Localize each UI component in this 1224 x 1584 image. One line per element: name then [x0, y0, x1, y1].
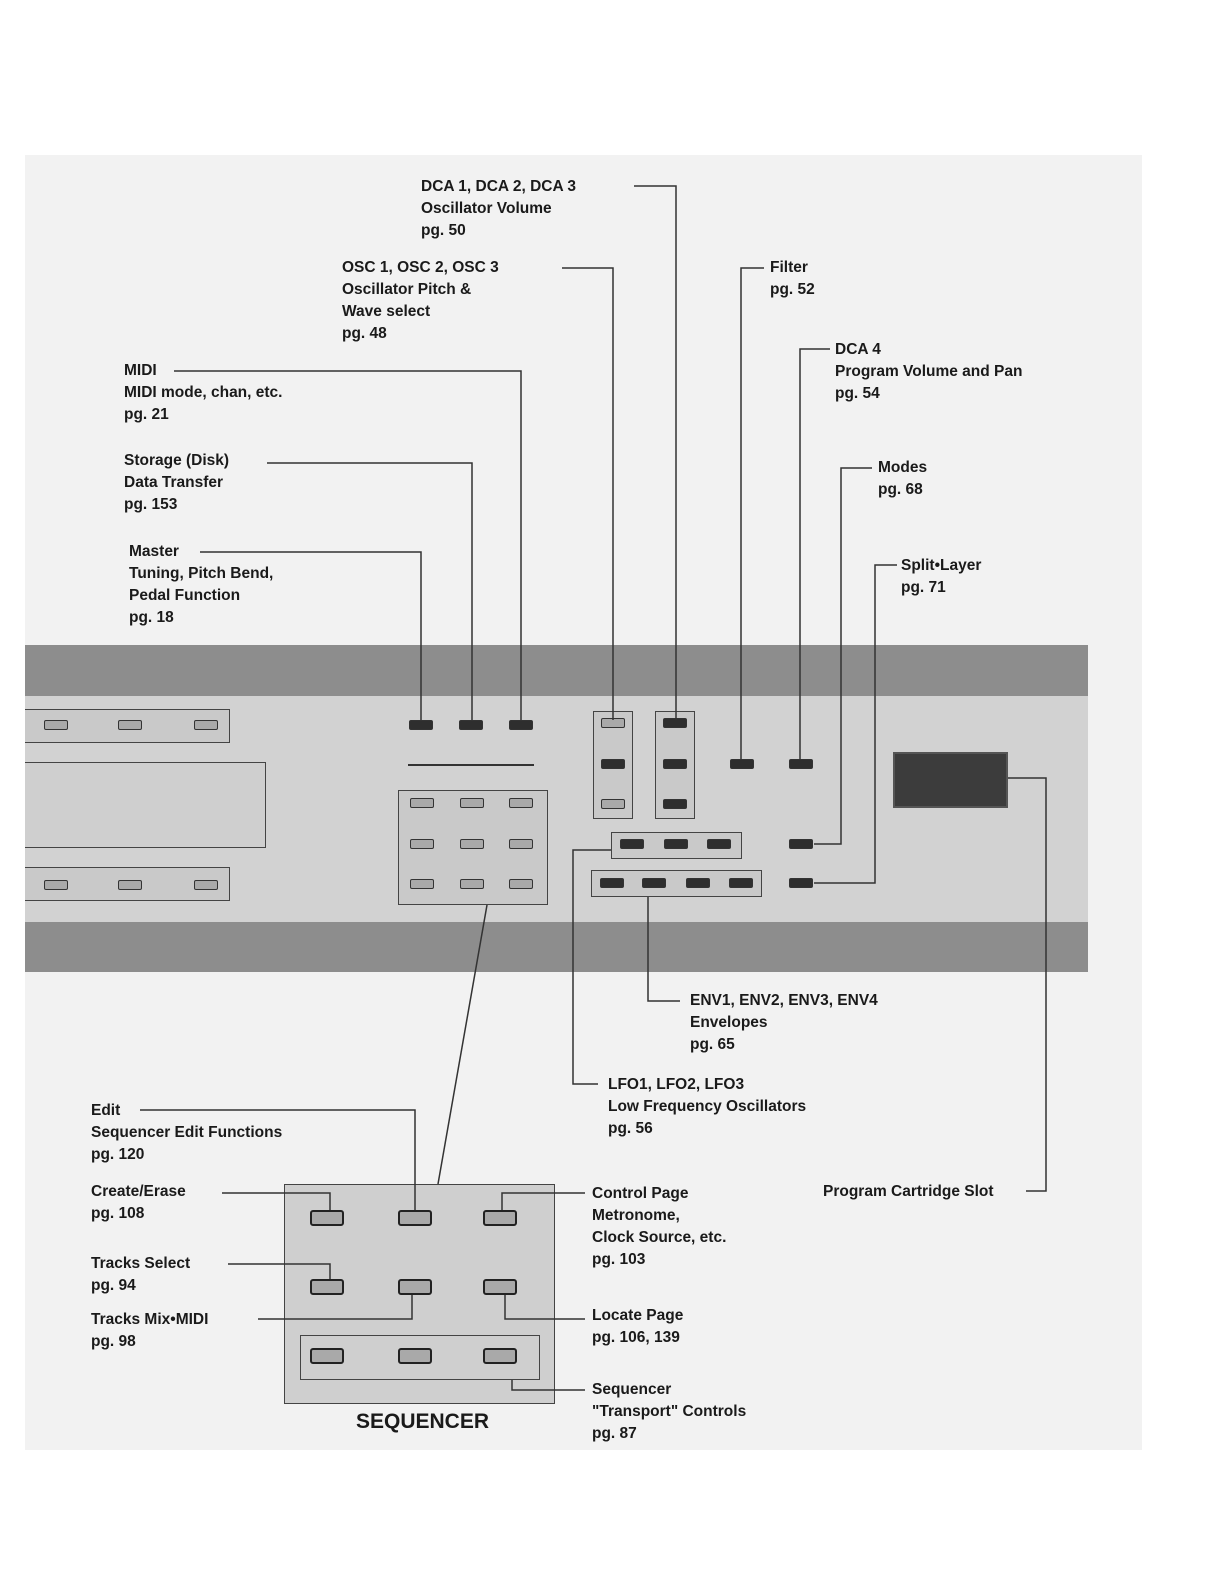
label-title: LFO1, LFO2, LFO3 — [608, 1076, 745, 1093]
label-transport — [592, 1379, 746, 1445]
label-title: Sequencer — [592, 1381, 672, 1398]
label-page: pg. 65 — [690, 1036, 735, 1053]
label-modes — [878, 457, 927, 501]
leader-panel-to-seq — [438, 905, 487, 1184]
label-desc: Data Transfer — [124, 474, 224, 491]
label-desc: Pedal Function — [129, 587, 241, 604]
label-cartridge — [823, 1181, 994, 1203]
label-page: pg. 52 — [770, 281, 815, 298]
label-desc: Low Frequency Oscillators — [608, 1098, 807, 1115]
label-osc123 — [342, 257, 499, 345]
leader-cartridge — [1008, 778, 1046, 1191]
label-control-page — [592, 1183, 726, 1271]
label-page: pg. 21 — [124, 406, 169, 423]
label-page: pg. 18 — [129, 609, 174, 626]
label-page: pg. 103 — [592, 1251, 646, 1268]
label-create-erase — [91, 1181, 186, 1225]
label-page: pg. 71 — [901, 579, 946, 596]
label-desc: Envelopes — [690, 1014, 768, 1031]
label-title: Create/Erase — [91, 1183, 186, 1200]
leader-dca123 — [634, 186, 676, 720]
label-title: ENV1, ENV2, ENV3, ENV4 — [690, 992, 878, 1009]
label-lfo — [608, 1074, 806, 1140]
label-filter — [770, 257, 815, 301]
label-title: Master — [129, 543, 179, 560]
leader-create — [222, 1193, 330, 1210]
label-page: pg. 68 — [878, 481, 923, 498]
label-title: Split•Layer — [901, 557, 982, 574]
leader-tracks-select — [228, 1264, 330, 1279]
label-desc: Wave select — [342, 303, 431, 320]
label-tracks-select — [91, 1253, 190, 1297]
label-desc: Metronome, — [592, 1207, 680, 1224]
leader-osc123 — [562, 268, 613, 720]
label-desc: Program Volume and Pan — [835, 363, 1023, 380]
leader-tracks-mix — [258, 1295, 412, 1319]
label-page: pg. 94 — [91, 1277, 136, 1294]
leader-control — [502, 1193, 585, 1210]
label-title: Tracks Mix•MIDI — [91, 1311, 209, 1328]
label-title: Modes — [878, 459, 928, 476]
label-env — [690, 990, 878, 1056]
label-page: pg. 56 — [608, 1120, 653, 1137]
label-page: pg. 108 — [91, 1205, 145, 1222]
label-page: pg. 87 — [592, 1425, 637, 1442]
label-page: pg. 50 — [421, 222, 466, 239]
label-page: pg. 106, 139 — [592, 1329, 680, 1346]
label-title: Locate Page — [592, 1307, 684, 1324]
label-desc: Oscillator Pitch & — [342, 281, 472, 298]
label-title: Control Page — [592, 1185, 689, 1202]
leader-filter — [741, 268, 764, 760]
label-tracks-mix — [91, 1309, 208, 1353]
leader-split — [814, 565, 897, 883]
leader-modes — [814, 468, 872, 844]
label-split-layer — [901, 555, 981, 599]
label-locate — [592, 1305, 683, 1349]
label-page: pg. 48 — [342, 325, 387, 342]
leader-locate — [505, 1295, 585, 1319]
leader-transport — [512, 1380, 585, 1390]
label-dca123 — [421, 176, 576, 242]
label-desc: Oscillator Volume — [421, 200, 552, 217]
label-page: pg. 98 — [91, 1333, 136, 1350]
label-title: MIDI — [124, 362, 157, 379]
label-desc: Sequencer Edit Functions — [91, 1124, 283, 1141]
label-title: Storage (Disk) — [124, 452, 230, 469]
label-title: DCA 4 — [835, 341, 881, 358]
leader-env — [648, 897, 680, 1001]
label-desc: Tuning, Pitch Bend, — [129, 565, 274, 582]
label-title: OSC 1, OSC 2, OSC 3 — [342, 259, 499, 276]
label-desc: MIDI mode, chan, etc. — [124, 384, 283, 401]
label-title: Tracks Select — [91, 1255, 191, 1272]
leader-lfo — [573, 850, 611, 1084]
label-edit — [91, 1100, 282, 1166]
label-midi — [124, 360, 282, 426]
label-page: pg. 153 — [124, 496, 178, 513]
label-master — [129, 541, 273, 629]
label-title: DCA 1, DCA 2, DCA 3 — [421, 178, 577, 195]
label-title: Edit — [91, 1102, 121, 1119]
label-desc: "Transport" Controls — [592, 1403, 747, 1420]
label-title: Filter — [770, 259, 808, 276]
label-title: Program Cartridge Slot — [823, 1183, 994, 1200]
label-desc: Clock Source, etc. — [592, 1229, 727, 1246]
leader-storage — [267, 463, 472, 720]
sequencer-title: SEQUENCER — [355, 1410, 490, 1433]
label-page: pg. 120 — [91, 1146, 145, 1163]
leader-dca4 — [800, 349, 830, 760]
label-storage — [124, 450, 229, 516]
label-dca4 — [835, 339, 1022, 405]
label-page: pg. 54 — [835, 385, 880, 402]
